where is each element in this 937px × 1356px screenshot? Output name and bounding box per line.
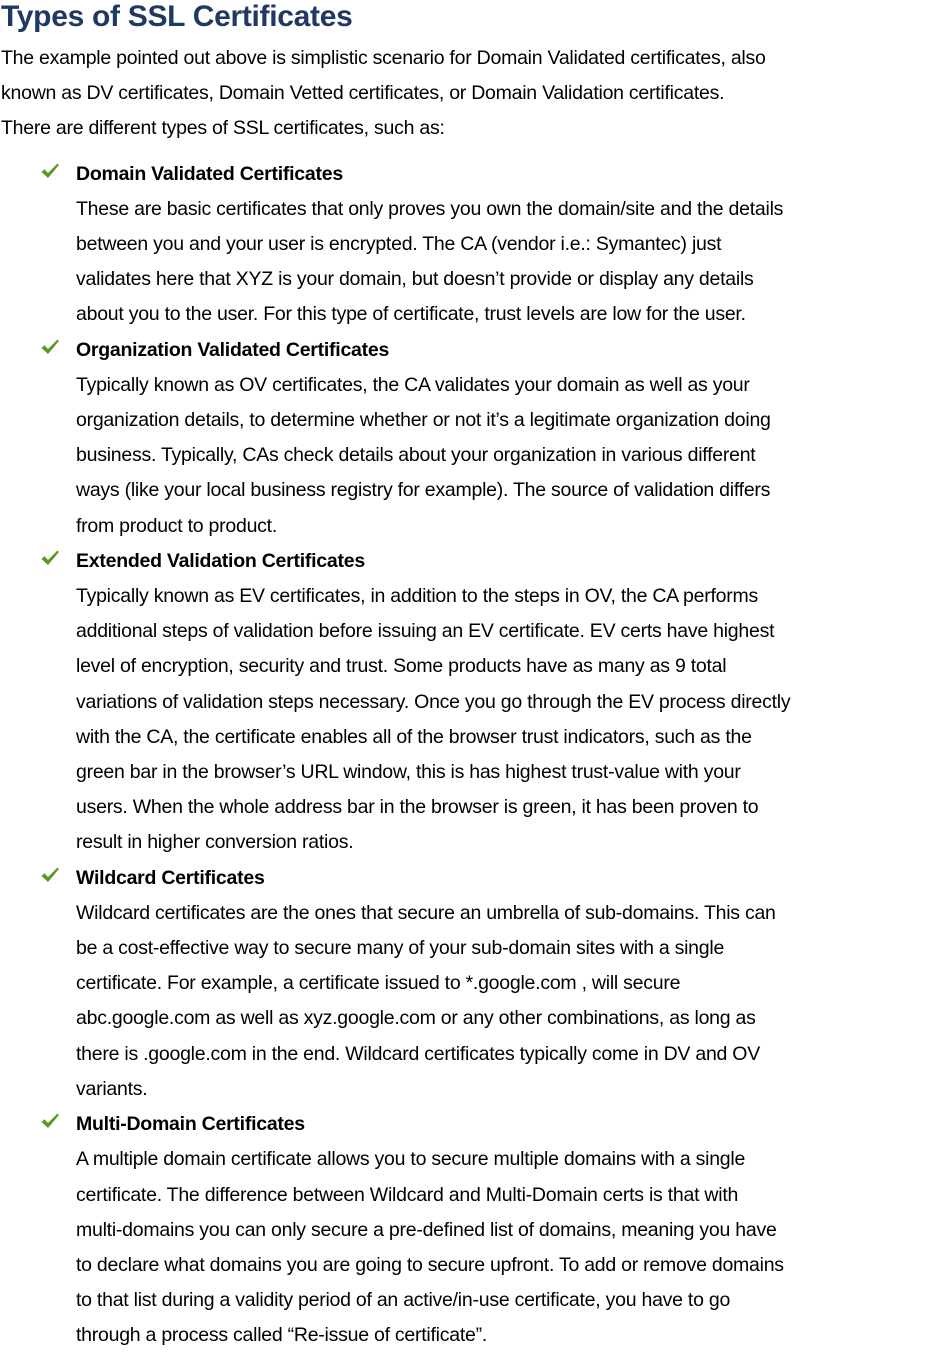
- type-description: Typically known as EV certificates, in addition to the steps in OV, the CA performs additional steps of validation before issuing an EV certificate. EV certs have highest level of encryption, security and trust. Some products have as many as 9 total variations of validation steps necessary. Once you go through the EV process directly with the CA, the certificate enables all of the browser trust indicators, such as the green bar in the browser’s URL window, this is has highest trust-value with your users. When the whole address bar in the browser is green, it has been proven to result in higher conversion ratios.: [76, 585, 791, 854]
- page-title: Types of SSL Certificates: [1, 0, 353, 33]
- list-item-extended-validation: [1, 544, 937, 861]
- type-title: Domain Validated Certificates: [76, 162, 343, 185]
- type-title: Multi-Domain Certificates: [76, 1113, 305, 1136]
- checkmark-icon: [40, 162, 60, 180]
- checkmark-icon: [40, 549, 60, 567]
- intro-paragraph: The example pointed out above is simplistic scenario for Domain Validated certificates, also known as DV certificates, Domain Vetted certificates, or Domain Validation certificates. There are different types of SSL certificates, such as:: [1, 47, 766, 140]
- list-item-organization-validated: [1, 333, 937, 544]
- checkmark-icon: [40, 338, 60, 356]
- type-title: Organization Validated Certificates: [76, 338, 390, 361]
- certificate-types-list: [1, 157, 937, 1354]
- type-title: Wildcard Certificates: [76, 866, 265, 889]
- checkmark-icon: [40, 866, 60, 884]
- list-item-domain-validated: [1, 157, 937, 333]
- type-description: Wildcard certificates are the ones that secure an umbrella of sub-domains. This can be a cost-effective way to secure many of your sub-domain sites with a single certificate. For example, a certificate issued to *.google.com , will secure abc.google.com as well as xyz.google.com or any other combinations, as long as there is .google.com in the end. Wildcard certificates typically come in DV and OV variants.: [76, 901, 776, 1100]
- type-description: These are basic certificates that only proves you own the domain/site and the details between you and your user is encrypted. The CA (vendor i.e.: Symantec) just validates here that XYZ is your domain, but doesn’t provide or display any details about you to the user. For this type of certificate, trust levels are low for the user.: [76, 197, 784, 326]
- type-description: A multiple domain certificate allows you to secure multiple domains with a single certificate. The difference between Wildcard and Multi-Domain certs is that with multi-domains you can only secure a pre-defined list of domains, meaning you have to declare what domains you are going to secure upfront. To add or remove domains to that list during a validity period of an active/in-use certificate, you have to go through a process called “Re-issue of certificate”.: [76, 1148, 784, 1347]
- type-description: Typically known as OV certificates, the CA validates your domain as well as your organization details, to determine whether or not it’s a legitimate organization doing business. Typically, CAs check details about your organization in various different ways (like your local business registry for example). The source of validation differs from product to product.: [76, 373, 771, 537]
- list-item-multi-domain: [1, 1107, 937, 1353]
- checkmark-icon: [40, 1112, 60, 1130]
- list-item-wildcard: [1, 861, 937, 1107]
- type-title: Extended Validation Certificates: [76, 549, 365, 572]
